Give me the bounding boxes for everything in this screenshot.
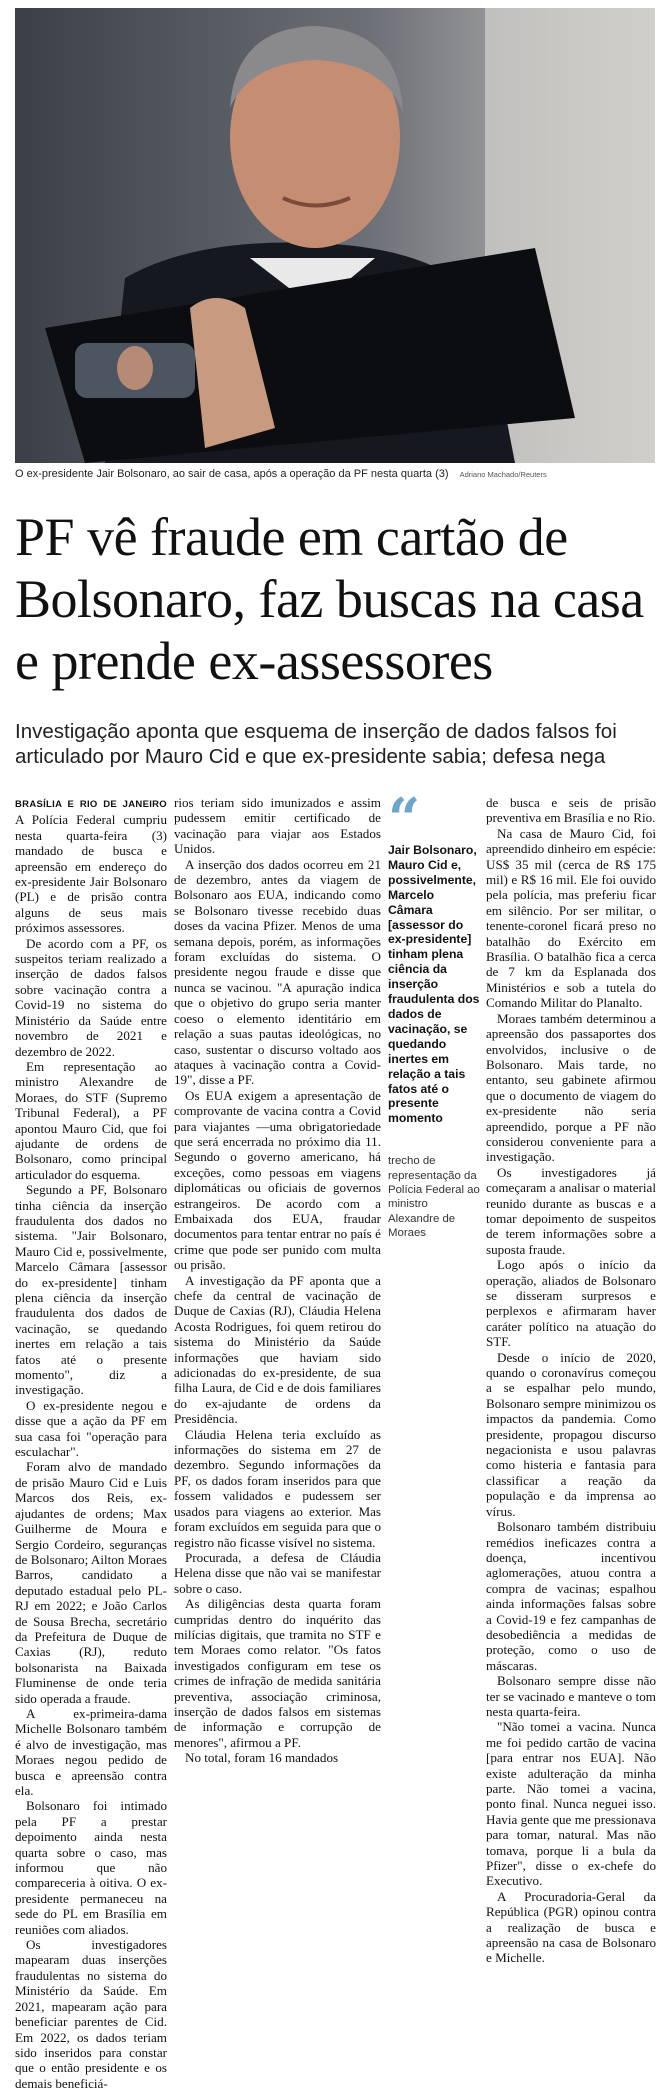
caption-text: O ex-presidente Jair Bolsonaro, ao sair de casa, após a operação da PF nesta quarta (3)	[15, 468, 449, 480]
paragraph: No total, foram 16 mandados	[185, 1750, 339, 1766]
paragraph: Bolsonaro sempre disse não ter se vacinado e manteve o tom nesta quarta-feira.	[486, 1673, 656, 1719]
paragraph: Os EUA exigem a apresentação de comprovante de vacina contra a Covid para viajantes —uma obrigatoriedade que será encerrada no próximo dia 11. Segundo o governo americano, há exceções, como pessoas em viagens diplomáticas ou oficiais de governos estrangeiros. De acordo com a Embaixada dos EUA, fraudar documentos para tentar entrar no país é crime que pode ser punido com multa ou prisão.	[174, 1087, 381, 1273]
paragraph: A investigação da PF aponta que a chefe da central de vacinação de Duque de Caxias (RJ), Cláudia Helena Acosta Rodrigues, foi quem retirou do sistema do Ministério da Saúde informações que haviam sido adicionadas do ex-presidente, de sua filha Laura, de Cid e de dois familiares do ex-ajudante de ordens da Presidência.	[174, 1272, 381, 1427]
paragraph: A Procuradoria-Geral da República (PGR) opinou contra a realização de busca e apreensão na casa de Bolsonaro e Michelle.	[486, 1888, 656, 1966]
photo-caption	[15, 468, 655, 480]
paragraph: Em representação ao ministro Alexandre de Moraes, do STF (Supremo Tribunal Federal), a PF apontou Mauro Cid, que foi ajudante de ordens de Bolsonaro, como principal articulador do esquema.	[15, 1058, 167, 1182]
paragraph: Moraes também determinou a apreensão dos passaportes dos envolvidos, inclusive o de Bolsonaro. Mais tarde, no entanto, seu gabinete afirmou que o documento de viagem do ex-presidente não seria apreendido, porque a PF não considerou conveniente para a investigação.	[486, 1010, 656, 1165]
pullquote-attribution: trecho de representação da Polícia Federal ao ministro Alexandre de Moraes	[388, 1155, 480, 1240]
paragraph: O ex-presidente negou e disse que a ação da PF em sua casa foi "operação para esculachar".	[15, 1397, 167, 1460]
paragraph: Procurada, a defesa de Cláudia Helena disse que não vai se manifestar sobre o caso.	[174, 1549, 381, 1596]
paragraph: Desde o início de 2020, quando o coronavírus começou a se espalhar pelo mundo, Bolsonaro sempre minimizou os impactos da pandemia. Como presidente, propagou discurso negacionista e usou palavras como histeria e fantasia para classificar a reação da população e da imprensa ao vírus.	[486, 1349, 656, 1519]
article-column-2	[174, 795, 381, 1902]
quote-mark-icon: “	[388, 786, 421, 852]
paragraph: de busca e seis de prisão preventiva em Brasília e no Rio.	[486, 795, 656, 826]
paragraph: BRASÍLIA E RIO DE JANEIRO A Polícia Federal cumpriu nesta quarta-feira (3) mandado de busca e apreensão em endereço do ex-presidente Jair Bolsonaro (PL) e de prisão contra alguns de seus mais próximos assessores.	[15, 799, 167, 936]
subheadline: Investigação aponta que esquema de inserção de dados falsos foi articulado por Mauro Cid e que ex-presidente sabia; defesa nega	[15, 720, 617, 768]
paragraph: A ex-primeira-dama Michelle Bolsonaro também é alvo de investigação, mas Moraes negou pedido de busca e apreensão contra ela.	[15, 1705, 167, 1798]
pullquote-box	[388, 786, 481, 1241]
paragraph: Na casa de Mauro Cid, foi apreendido dinheiro em espécie: US$ 35 mil (cerca de R$ 175 mil) e R$ 16 mil. Ele foi ouvido pela polícia, mas preferiu ficar em silêncio. Por ser militar, o tenente-coronel ficará preso no batalhão do Exército em Brasília. O batalhão fica a cerca de 7 km da Esplanada dos Ministérios e sob a tutela do Comando Militar do Planalto.	[486, 825, 656, 1011]
pullquote-text: Jair Bolsonaro, Mauro Cid e, possivelmente, Marcelo Câmara [assessor do ex-presidente] tinham plena ciência da inserção fraudulenta dos dados de vacinação, se quedando inertes em relação a tais fatos até o presente momento	[388, 843, 480, 1126]
bolsonaro-photo-illustration	[15, 8, 655, 463]
paragraph: rios teriam sido imunizados e assim pudessem emitir certificado de vacinação para viajar aos Estados Unidos.	[174, 795, 381, 857]
article-column-4	[486, 795, 656, 1966]
paragraph: A inserção dos dados ocorreu em 21 de dezembro, antes da viagem de Bolsonaro aos EUA, indicando como se Bolsonaro tivesse recebido duas doses da vacina Pfizer. Menos de uma semana depois, porém, as informações foram excluídas do sistema. O presidente negou fraude e disse que nunca se vacinou. "A apuração indica que o objetivo do grupo seria manter coeso o elemento identitário em relação a suas pautas ideológicas, no caso, sustentar o discurso voltado aos ataques à vacinação contra a Covid-19", disse a PF.	[174, 856, 381, 1088]
paragraph: As diligências desta quarta foram cumpridas dentro do inquérito das milícias digitais, que tramita no STF e tem Moraes como relator. "Os fatos investigados configuram em tese os crimes de infração de medida sanitária preventiva, associação criminosa, inserção de dados falsos em sistemas de informação e corrupção de menores", afirmou a PF.	[174, 1596, 381, 1750]
news-photo	[15, 8, 655, 463]
dateline: BRASÍLIA E RIO DE JANEIRO	[15, 799, 167, 810]
paragraph: Foram alvo de mandado de prisão Mauro Cid e Luis Marcos dos Reis, ex-ajudantes de ordens; Max Guilherme de Moura e Sergio Cordeiro, seguranças de Bolsonaro; Ailton Moraes Barros, candidato a deputado estadual pelo PL-RJ em 2022; e João Carlos de Sousa Brecha, secretário da Prefeitura de Duque de Caxias (RJ), reduto bolsonarista na Baixada Fluminense de onde teria sido operada a fraude.	[15, 1459, 167, 1706]
paragraph: De acordo com a PF, os suspeitos teriam realizado a inserção de dados falsos sobre vacinação contra a Covid-19 no sistema do Ministério da Saúde entre novembro de 2021 e dezembro de 2022.	[15, 935, 167, 1059]
paragraph: Os investigadores já começaram a analisar o material reunido durante as buscas e a tomar depoimento de suspeitos de terem informações sobre a suposta fraude.	[486, 1164, 656, 1257]
paragraph: Segundo a PF, Bolsonaro tinha ciência da inserção fraudulenta dos dados no sistema. "Jair Bolsonaro, Mauro Cid e, possivelmente, Marcelo Câmara [assessor do ex-presidente] tinham plena ciência da inserção fraudulenta dos dados de vacinação, se quedando inertes em relação a tais fatos até o presente momento", diz a investigação.	[15, 1182, 167, 1398]
paragraph: Bolsonaro foi intimado pela PF a prestar depoimento ainda nesta quarta sobre o caso, mas informou que não compareceria à oitiva. O ex-presidente permaneceu na sede do PL em Brasília em reuniões com aliados.	[15, 1798, 167, 1937]
paragraph: "Não tomei a vacina. Nunca me foi pedido cartão de vacina [para entrar nos EUA]. Não existe adulteração da minha parte. Não tomei a vacina, ponto final. Nunca neguei isso. Havia gente que me pressionava para tomar, natural. Mas não tomava, porque li a bula da Pfizer", disse o ex-chefe do Executivo.	[486, 1719, 656, 1889]
paragraph: Logo após o início da operação, aliados de Bolsonaro se disseram surpresos e perplexos e afirmaram haver caráter político na atuação do STF.	[486, 1257, 656, 1350]
headline: PF vê fraude em cartão de Bolsonaro, faz buscas na casa e prende ex-assessores	[15, 507, 644, 691]
article-column-1	[15, 795, 167, 2091]
paragraph: Os investigadores mapearam duas inserções fraudulentas no sistema do Ministério da Saúde. Em 2021, mapearam ação para beneficiar parentes de Cid. Em 2022, os dados teriam sido inseridos para constar que o então presidente e os demais beneficiá-	[15, 1937, 167, 2091]
paragraph: Bolsonaro também distribuiu remédios ineficazes contra a doença, incentivou aglomerações, atuou contra a compra de vacinas; espalhou ainda informações falsas sobre a Covid-19 e fez campanhas de desobediência a medidas de proteção, como o uso de máscaras.	[486, 1519, 656, 1673]
photo-credit: Adriano Machado/Reuters	[459, 470, 547, 479]
paragraph: Cláudia Helena teria excluído as informações do sistema em 27 de dezembro. Segundo informações da PF, os dados foram inseridos para que fossem validados e pudessem ser usados para viagens ao exterior. Mas foram excluídos em seguida para que o registro não ficasse visível no sistema.	[174, 1426, 381, 1550]
